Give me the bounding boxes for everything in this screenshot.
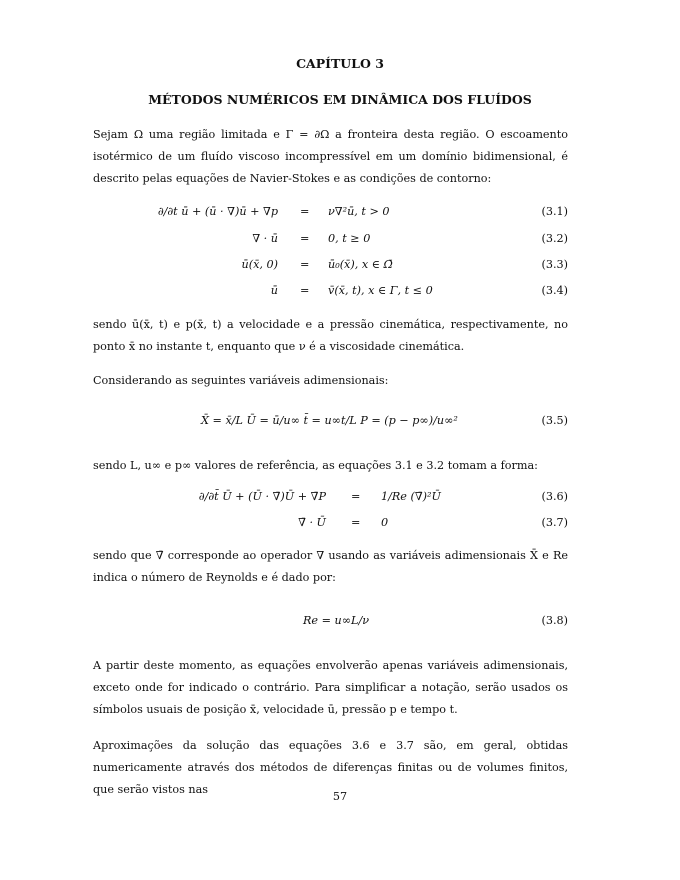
equation-3-6-rhs: 1/Re (∇̄)²Ū [381, 490, 441, 503]
equation-3-3-rel: = [300, 258, 310, 271]
equation-3-3-rhs: ū₀(x̄), x ∈ Ω̄ [328, 258, 393, 271]
paragraph-approximations: Aproximações da solução das equações 3.6 e 3.7 são, em geral, obtidas numericamente através dos métodos de diferenças finitas ou de volumes finitos, que serão vistos nas [93, 739, 568, 796]
equation-3-2 [93, 232, 568, 254]
equation-3-4-rhs: v̄(x̄, t), x ∈ Γ, t ≤ 0 [328, 284, 433, 297]
equation-3-3 [93, 258, 568, 280]
equation-3-2-rel: = [300, 232, 310, 245]
equation-3-1-rhs: ν∇²ū, t > 0 [328, 205, 390, 218]
paragraph-operator: sendo que ∇̄ corresponde ao operador ∇ usando as variáveis adimensionais X̄ e Re indica o número de Reynolds e é dado por: [93, 549, 568, 584]
equation-3-6 [93, 490, 568, 512]
paragraph-reference: sendo L, u∞ e p∞ valores de referência, as equações 3.1 e 3.2 tomam a forma: [93, 459, 538, 472]
equation-3-1-lhs: ∂/∂t ū + (ū · ∇)ū + ∇p [157, 205, 278, 218]
equation-3-7 [93, 516, 568, 538]
page-number: 57 [332, 790, 348, 803]
equation-3-2-number: (3.2) [541, 232, 568, 245]
equation-3-2-lhs: ∇ · ū [252, 232, 278, 245]
chapter-label: CAPÍTULO 3 [296, 56, 384, 71]
paragraph-variables: Considerando as seguintes variáveis adimensionais: [93, 374, 389, 387]
equation-3-3-lhs: ū(x̄, 0) [241, 258, 278, 271]
equation-3-6-rel: = [351, 490, 361, 503]
equation-3-1 [93, 205, 568, 227]
equation-3-8-body: Re = u∞L/ν [303, 614, 370, 627]
equation-3-6-number: (3.6) [541, 490, 568, 503]
equation-3-5-body: X̄ = x̄/L Ū = ū/u∞ t̄ = u∞t/L P = (p − p∞)/u∞² [201, 414, 458, 427]
equation-3-7-rel: = [351, 516, 361, 529]
equation-3-4-lhs: ū [270, 284, 278, 297]
paragraph-velocity: sendo ū(x̄, t) e p(x̄, t) a velocidade e a pressão cinemática, respectivamente, no ponto x̄ no instante t, enquanto que ν é a viscosidade cinemática. [93, 318, 568, 353]
chapter-title: MÉTODOS NUMÉRICOS EM DINÂMICA DOS FLUÍDOS [148, 92, 532, 107]
equation-3-6-lhs: ∂/∂t̄ Ū + (Ū · ∇̄)Ū + ∇̄P [198, 490, 326, 503]
equation-3-1-rel: = [300, 205, 310, 218]
paragraph-notation: A partir deste momento, as equações envolverão apenas variáveis adimensionais, exceto onde for indicado o contrário. Para simplificar a notação, serão usados os símbolos usuais de posição x̄, velocidade ū, pressão p e tempo t. [93, 659, 568, 716]
equation-3-3-number: (3.3) [541, 258, 568, 271]
equation-3-4-number: (3.4) [541, 284, 568, 297]
equation-3-1-number: (3.1) [541, 205, 568, 218]
equation-3-4-rel: = [300, 284, 310, 297]
paragraph-intro: Sejam Ω uma região limitada e Γ = ∂Ω a fronteira desta região. O escoamento isotérmico de um fluído viscoso incompressível em um domínio bidimensional, é descrito pelas equações de Navier-Stokes e as condições de contorno: [93, 128, 568, 185]
equation-3-8-number: (3.8) [541, 614, 568, 627]
equation-3-4 [93, 284, 568, 306]
equation-3-7-number: (3.7) [541, 516, 568, 529]
equation-3-5-number: (3.5) [541, 414, 568, 427]
equation-3-7-lhs: ∇̄ · Ū [298, 516, 326, 529]
equation-3-7-rhs: 0 [381, 516, 389, 529]
equation-3-2-rhs: 0, t ≥ 0 [328, 232, 371, 245]
